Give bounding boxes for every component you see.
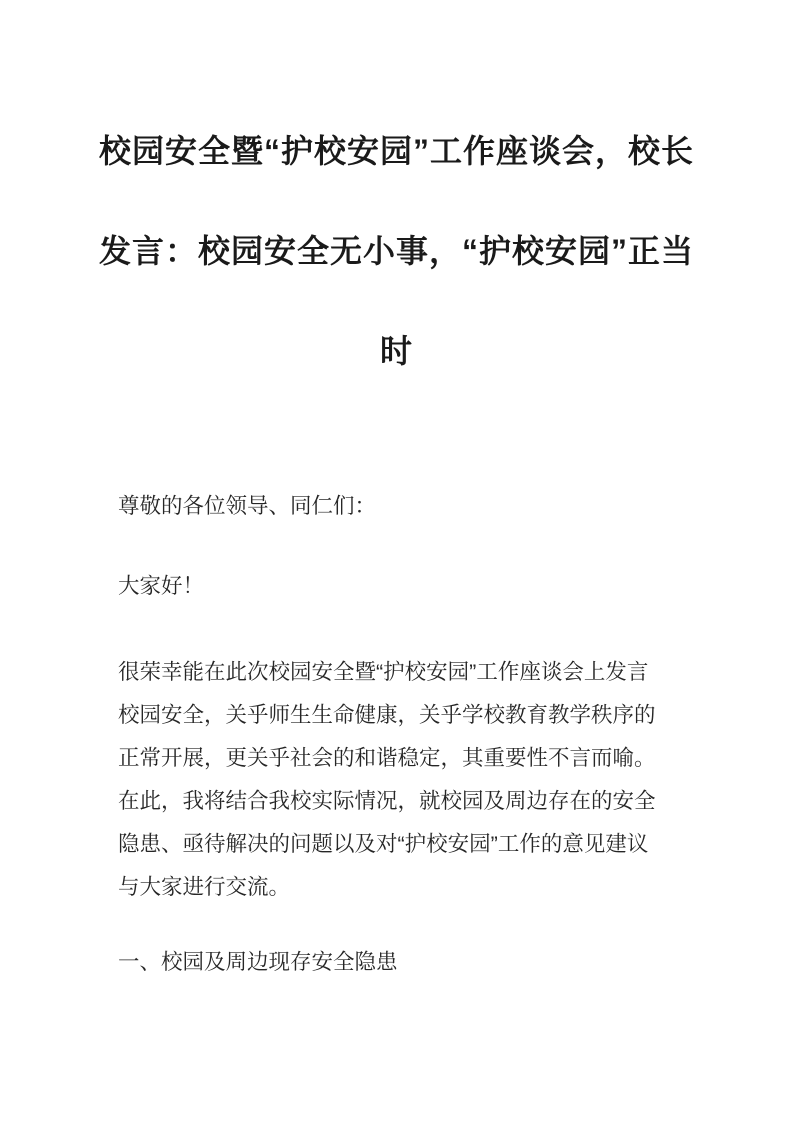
title-line-3: 时 [379,333,413,369]
paragraph-line: 正常开展，更关乎社会的和谐稳定，其重要性不言而喻。 [118,746,656,770]
title-line-1: 校园安全暨“护校安园”工作座谈会，校长 [98,133,694,169]
paragraph-line: 很荣幸能在此次校园安全暨“护校安园”工作座谈会上发言 [118,660,649,684]
paragraph-line: 与大家进行交流。 [118,875,291,899]
greeting: 大家好！ [118,574,205,598]
paragraph-line: 校园安全，关乎师生生命健康，关乎学校教育教学秩序的 [118,703,656,727]
paragraph-line: 隐患、亟待解决的问题以及对“护校安园”工作的意见建议 [118,832,649,856]
section-heading: 一、校园及周边现存安全隐患 [118,950,398,974]
document-title [0,0,793,401]
title-line-2: 发言：校园安全无小事，“护校安园”正当 [98,233,694,269]
paragraph-line: 在此，我将结合我校实际情况，就校园及周边存在的安全 [118,789,656,813]
document-body [118,485,675,984]
salutation: 尊敬的各位领导、同仁们： [118,494,377,518]
main-paragraph [118,651,675,909]
